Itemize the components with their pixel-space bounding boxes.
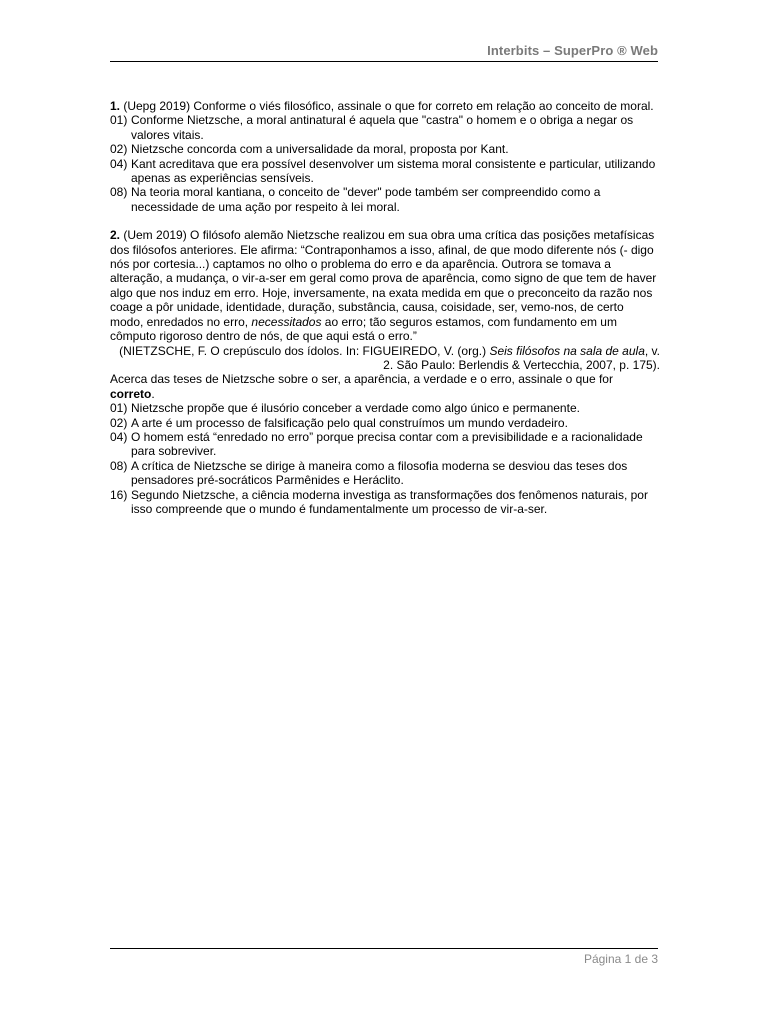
option-text: Conforme Nietzsche, a moral antinatural é aquela que "castra" o homem e o obriga a negar os valores vitais. xyxy=(131,113,634,142)
footer-divider xyxy=(110,948,658,949)
question-2-stem xyxy=(110,228,660,343)
option-number: 16) xyxy=(110,487,128,502)
option-number: 04) xyxy=(110,156,128,171)
option-text: Nietzsche propõe que é ilusório conceber a verdade como algo único e permanente. xyxy=(131,401,580,416)
question-1-number: 1. xyxy=(110,99,121,113)
citation xyxy=(110,344,660,373)
question-1-stem xyxy=(110,99,660,113)
q1-option-04 xyxy=(110,157,660,186)
instruction-bold-word: correto xyxy=(110,386,152,401)
q1-option-02 xyxy=(110,142,660,156)
question-2-text: (Uem 2019) O filósofo alemão Nietzsche realizou em sua obra uma crítica das posições metafísicas dos filósofos anteriores. Ele afirma: “Contraponhamos a isso, afinal, de que modo diferente nós (- digo nós por cortesia...) captamos no olho o problema do erro e da aparência. Outrora se tomava a alteração, a mudança, o vir-a-ser em geral como prova de aparência, como signo de que tem de haver algo que nos induz em erro. Hoje, inversamente, na exata medida em que o preconceito da razão nos coage a pôr unidade, identidade, duração, substância, causa, coisidade, ser, vemo-nos, de certo modo, enredados no erro, xyxy=(110,228,657,329)
question-1 xyxy=(110,99,660,214)
option-text: Na teoria moral kantiana, o conceito de "dever" pode também ser compreendido como a necessidade de uma ação por respeito à lei moral. xyxy=(131,185,601,214)
option-number: 01) xyxy=(110,401,128,416)
q1-option-08 xyxy=(110,185,660,214)
question-2-text-end: ao erro; tão seguros estamos, com fundamento em um cômputo rigoroso dentro de nós, de que aqui está o erro.” xyxy=(110,314,617,344)
option-number: 08) xyxy=(110,185,128,200)
option-text: A crítica de Nietzsche se dirige à maneira como a filosofia moderna se desviou das teses dos pensadores pré-socráticos Parmênides e Heráclito. xyxy=(131,458,628,488)
document-body xyxy=(110,99,660,516)
question-1-text: (Uepg 2019) Conforme o viés filosófico, assinale o que for correto em relação ao conceito de moral. xyxy=(120,99,654,113)
citation-text: (NIETZSCHE, F. O crepúsculo dos ídolos. In: FIGUEIREDO, V. (org.) xyxy=(119,343,490,358)
page-number: Página 1 de 3 xyxy=(583,952,658,966)
citation-text-end: , v. 2. São Paulo: Berlendis & Vertecchia, 2007, p. 175). xyxy=(383,343,660,372)
option-text: Nietzsche concorda com a universalidade da moral, proposta por Kant. xyxy=(131,142,509,157)
instruction-period: . xyxy=(151,386,155,401)
option-number: 02) xyxy=(110,415,128,430)
q2-option-02 xyxy=(110,416,660,430)
instruction-text: Acerca das teses de Nietzsche sobre o ser, a aparência, a verdade e o erro, assinale o que for xyxy=(110,372,613,387)
q1-option-01 xyxy=(110,113,660,142)
option-text: O homem está “enredado no erro” porque precisa contar com a previsibilidade e a racionalidade para sobreviver. xyxy=(131,429,643,459)
option-number: 01) xyxy=(110,113,128,128)
question-2-instruction xyxy=(110,372,660,401)
question-2-italic-term: necessitados xyxy=(251,314,322,329)
q2-option-16 xyxy=(110,488,660,517)
option-number: 08) xyxy=(110,458,128,473)
q2-option-08 xyxy=(110,459,660,488)
q2-option-01 xyxy=(110,401,660,415)
question-2-number: 2. xyxy=(110,228,121,243)
citation-book-title: Seis filósofos na sala de aula xyxy=(489,343,645,358)
page-header: Interbits – SuperPro ® Web xyxy=(487,43,658,58)
option-text: Kant acreditava que era possível desenvolver um sistema moral consistente e particular, utilizando apenas as experiências sensíveis. xyxy=(131,156,656,186)
question-2 xyxy=(110,228,660,516)
header-divider xyxy=(110,61,658,62)
option-text: A arte é um processo de falsificação pelo qual construímos um mundo verdadeiro. xyxy=(131,415,568,430)
q2-option-04 xyxy=(110,430,660,459)
option-number: 04) xyxy=(110,429,128,444)
option-number: 02) xyxy=(110,142,128,157)
option-text: Segundo Nietzsche, a ciência moderna investiga as transformações dos fenômenos naturais, por isso compreende que o mundo é fundamentalmente um processo de vir-a-ser. xyxy=(131,487,648,516)
